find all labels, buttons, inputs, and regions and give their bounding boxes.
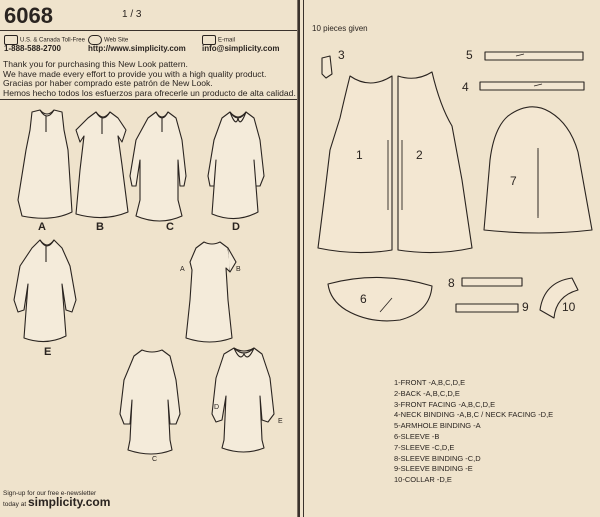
piece-number-2: 2 — [416, 148, 423, 162]
legend-item: 8-SLEEVE BINDING -C,D — [394, 453, 481, 463]
piece-number-3: 3 — [338, 48, 345, 62]
piece-6-sleeve — [328, 277, 432, 320]
piece-number-1: 1 — [356, 148, 363, 162]
page-indicator: 1 / 3 — [122, 9, 142, 20]
piece-legend — [394, 378, 553, 486]
contact-web-value: http://www.simplicity.com — [88, 44, 186, 53]
legend-item: 6-SLEEVE -B — [394, 431, 440, 441]
intro-line: Thank you for purchasing this New Look pattern. — [3, 59, 188, 69]
footer-line-1: Sign-up for our free e-newsletter — [3, 490, 97, 497]
legend-item: 3-FRONT FACING -A,B,C,D,E — [394, 399, 496, 409]
view-label-e: E — [44, 346, 52, 358]
contact-phone-value: 1-888-588-2700 — [4, 44, 61, 53]
intro-line: Gracias por haber comprado este patrón de New Look. — [3, 78, 213, 88]
legend-item: 2-BACK -A,B,C,D,E — [394, 388, 460, 398]
piece-1-front — [318, 76, 392, 253]
piece-number-10: 10 — [562, 300, 576, 314]
back-label-a: A — [180, 266, 185, 273]
back-label-e: E — [278, 418, 283, 425]
view-label-d: D — [232, 221, 240, 233]
back-label-c: C — [152, 456, 158, 463]
contact-web-label: Web Site — [104, 37, 129, 44]
legend-item: 7-SLEEVE -C,D,E — [394, 442, 455, 452]
piece-number-4: 4 — [462, 80, 469, 94]
legend-item: 1-FRONT -A,B,C,D,E — [394, 378, 466, 387]
piece-5-armhole-binding — [485, 52, 583, 60]
contact-phone-label: U.S. & Canada Toll-Free — [20, 37, 85, 44]
piece-3-front-facing — [322, 56, 332, 78]
piece-8-sleeve-binding — [462, 278, 522, 286]
legend-item: 10-COLLAR -D,E — [394, 475, 452, 485]
piece-number-8: 8 — [448, 276, 455, 290]
back-label-b: B — [236, 266, 241, 273]
piece-number-7: 7 — [510, 174, 517, 188]
view-label-c: C — [166, 221, 174, 233]
pieces-header: 10 pieces given — [312, 24, 368, 33]
legend-item: 9-SLEEVE BINDING -E — [394, 464, 473, 474]
legend-item: 5-ARMHOLE BINDING -A — [394, 421, 481, 431]
piece-9-sleeve-binding — [456, 304, 518, 312]
view-label-a: A — [38, 221, 46, 233]
piece-number-9: 9 — [522, 300, 529, 314]
legend-item: 4-NECK BINDING -A,B,C / NECK FACING -D,E — [394, 410, 554, 420]
piece-2-back — [398, 72, 472, 253]
contact-email-value: info@simplicity.com — [202, 44, 280, 53]
contact-email-label: E-mail — [218, 37, 236, 44]
intro-line: We have made every effort to provide you with a high quality product. — [3, 68, 267, 79]
view-label-b: B — [96, 221, 104, 233]
piece-number-6: 6 — [360, 292, 367, 306]
intro-line: Hemos hecho todos los esfuerzos para ofrecerle un producto de alta calidad. — [3, 87, 296, 98]
pattern-number: 6068 — [4, 3, 53, 28]
footer-brand: simplicity.com — [27, 495, 111, 509]
piece-4-neck-binding — [480, 82, 584, 90]
back-label-d: D — [214, 404, 220, 411]
piece-number-5: 5 — [466, 48, 473, 62]
footer-prefix: today at — [3, 501, 27, 508]
